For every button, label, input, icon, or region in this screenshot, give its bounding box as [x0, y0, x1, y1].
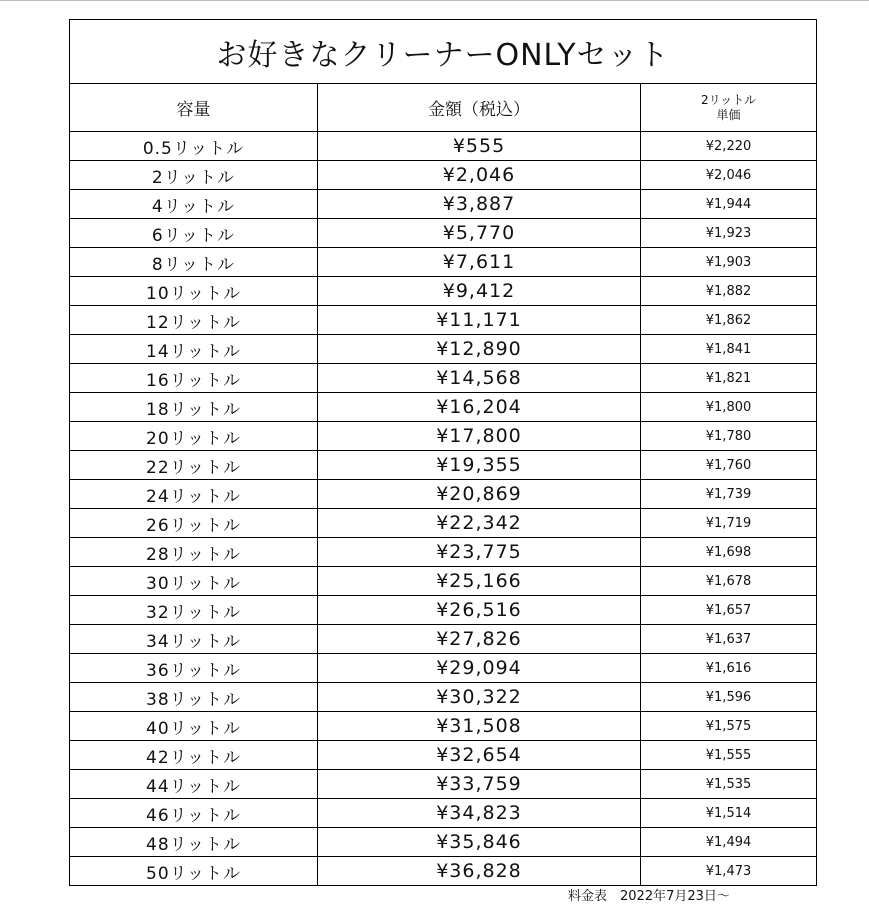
- capacity-cell: 34リットル: [70, 625, 318, 654]
- table-row: [70, 480, 817, 509]
- price-cell: ¥17,800: [318, 422, 641, 451]
- table-row: [70, 422, 817, 451]
- capacity-cell: 12リットル: [70, 306, 318, 335]
- capacity-cell: 32リットル: [70, 596, 318, 625]
- table-title: お好きなクリーナーONLYセット: [70, 20, 817, 84]
- capacity-cell: 20リットル: [70, 422, 318, 451]
- price-cell: ¥555: [318, 132, 641, 161]
- price-cell: ¥22,342: [318, 509, 641, 538]
- capacity-cell: 44リットル: [70, 770, 318, 799]
- top-rule: [0, 0, 869, 1]
- table-row: [70, 509, 817, 538]
- table-row: [70, 567, 817, 596]
- price-cell: ¥23,775: [318, 538, 641, 567]
- unit-price-cell: ¥1,657: [641, 596, 817, 625]
- capacity-cell: 4リットル: [70, 190, 318, 219]
- price-cell: ¥16,204: [318, 393, 641, 422]
- table-row: [70, 132, 817, 161]
- capacity-cell: 30リットル: [70, 567, 318, 596]
- header-unit-line1: 2リットル: [700, 92, 757, 107]
- header-unit-price: [641, 84, 817, 132]
- price-cell: ¥33,759: [318, 770, 641, 799]
- price-table: [69, 19, 817, 886]
- table-row: [70, 364, 817, 393]
- table-row: [70, 335, 817, 364]
- table-row: [70, 625, 817, 654]
- unit-price-cell: ¥1,719: [641, 509, 817, 538]
- unit-price-cell: ¥2,046: [641, 161, 817, 190]
- capacity-cell: 48リットル: [70, 828, 318, 857]
- unit-price-cell: ¥1,760: [641, 451, 817, 480]
- price-cell: ¥31,508: [318, 712, 641, 741]
- table-row: [70, 248, 817, 277]
- table-row: [70, 393, 817, 422]
- capacity-cell: 6リットル: [70, 219, 318, 248]
- price-cell: ¥25,166: [318, 567, 641, 596]
- capacity-cell: 22リットル: [70, 451, 318, 480]
- price-cell: ¥9,412: [318, 277, 641, 306]
- unit-price-cell: ¥1,800: [641, 393, 817, 422]
- capacity-cell: 0.5リットル: [70, 132, 318, 161]
- table-row: [70, 828, 817, 857]
- price-cell: ¥29,094: [318, 654, 641, 683]
- capacity-cell: 50リットル: [70, 857, 318, 886]
- footer-note: 料金表 2022年7月23日～: [568, 889, 730, 904]
- price-cell: ¥30,322: [318, 683, 641, 712]
- price-cell: ¥36,828: [318, 857, 641, 886]
- table-row: [70, 277, 817, 306]
- capacity-cell: 10リットル: [70, 277, 318, 306]
- capacity-cell: 36リットル: [70, 654, 318, 683]
- price-cell: ¥27,826: [318, 625, 641, 654]
- price-cell: ¥11,171: [318, 306, 641, 335]
- table-row: [70, 161, 817, 190]
- table-row: [70, 190, 817, 219]
- unit-price-cell: ¥1,616: [641, 654, 817, 683]
- unit-price-cell: ¥1,473: [641, 857, 817, 886]
- unit-price-cell: ¥1,494: [641, 828, 817, 857]
- unit-price-cell: ¥1,923: [641, 219, 817, 248]
- unit-price-cell: ¥1,882: [641, 277, 817, 306]
- capacity-cell: 42リットル: [70, 741, 318, 770]
- unit-price-cell: ¥1,903: [641, 248, 817, 277]
- price-cell: ¥14,568: [318, 364, 641, 393]
- capacity-cell: 40リットル: [70, 712, 318, 741]
- header-row: [70, 84, 817, 132]
- capacity-cell: 2リットル: [70, 161, 318, 190]
- table-row: [70, 712, 817, 741]
- unit-price-cell: ¥1,821: [641, 364, 817, 393]
- table-row: [70, 451, 817, 480]
- capacity-cell: 38リットル: [70, 683, 318, 712]
- header-capacity: 容量: [70, 84, 318, 132]
- unit-price-cell: ¥1,596: [641, 683, 817, 712]
- price-cell: ¥3,887: [318, 190, 641, 219]
- price-cell: ¥35,846: [318, 828, 641, 857]
- capacity-cell: 28リットル: [70, 538, 318, 567]
- price-cell: ¥19,355: [318, 451, 641, 480]
- unit-price-cell: ¥1,739: [641, 480, 817, 509]
- header-unit-line2: 単価: [716, 107, 741, 122]
- price-cell: ¥34,823: [318, 799, 641, 828]
- capacity-cell: 24リットル: [70, 480, 318, 509]
- table-row: [70, 538, 817, 567]
- unit-price-cell: ¥1,780: [641, 422, 817, 451]
- unit-price-cell: ¥1,514: [641, 799, 817, 828]
- table-row: [70, 219, 817, 248]
- table-row: [70, 741, 817, 770]
- unit-price-cell: ¥1,535: [641, 770, 817, 799]
- unit-price-cell: ¥1,841: [641, 335, 817, 364]
- price-cell: ¥2,046: [318, 161, 641, 190]
- table-row: [70, 306, 817, 335]
- capacity-cell: 46リットル: [70, 799, 318, 828]
- table-row: [70, 857, 817, 886]
- unit-price-cell: ¥1,637: [641, 625, 817, 654]
- table-row: [70, 654, 817, 683]
- unit-price-cell: ¥2,220: [641, 132, 817, 161]
- header-price: 金額（税込）: [318, 84, 641, 132]
- price-cell: ¥7,611: [318, 248, 641, 277]
- table-row: [70, 770, 817, 799]
- capacity-cell: 14リットル: [70, 335, 318, 364]
- capacity-cell: 16リットル: [70, 364, 318, 393]
- price-cell: ¥32,654: [318, 741, 641, 770]
- capacity-cell: 18リットル: [70, 393, 318, 422]
- capacity-cell: 8リットル: [70, 248, 318, 277]
- unit-price-cell: ¥1,678: [641, 567, 817, 596]
- table-row: [70, 683, 817, 712]
- unit-price-cell: ¥1,555: [641, 741, 817, 770]
- price-cell: ¥5,770: [318, 219, 641, 248]
- table-body: [70, 132, 817, 886]
- capacity-cell: 26リットル: [70, 509, 318, 538]
- unit-price-cell: ¥1,698: [641, 538, 817, 567]
- title-row: [70, 20, 817, 84]
- table-row: [70, 799, 817, 828]
- price-cell: ¥20,869: [318, 480, 641, 509]
- unit-price-cell: ¥1,944: [641, 190, 817, 219]
- table-row: [70, 596, 817, 625]
- price-cell: ¥12,890: [318, 335, 641, 364]
- unit-price-cell: ¥1,575: [641, 712, 817, 741]
- price-cell: ¥26,516: [318, 596, 641, 625]
- unit-price-cell: ¥1,862: [641, 306, 817, 335]
